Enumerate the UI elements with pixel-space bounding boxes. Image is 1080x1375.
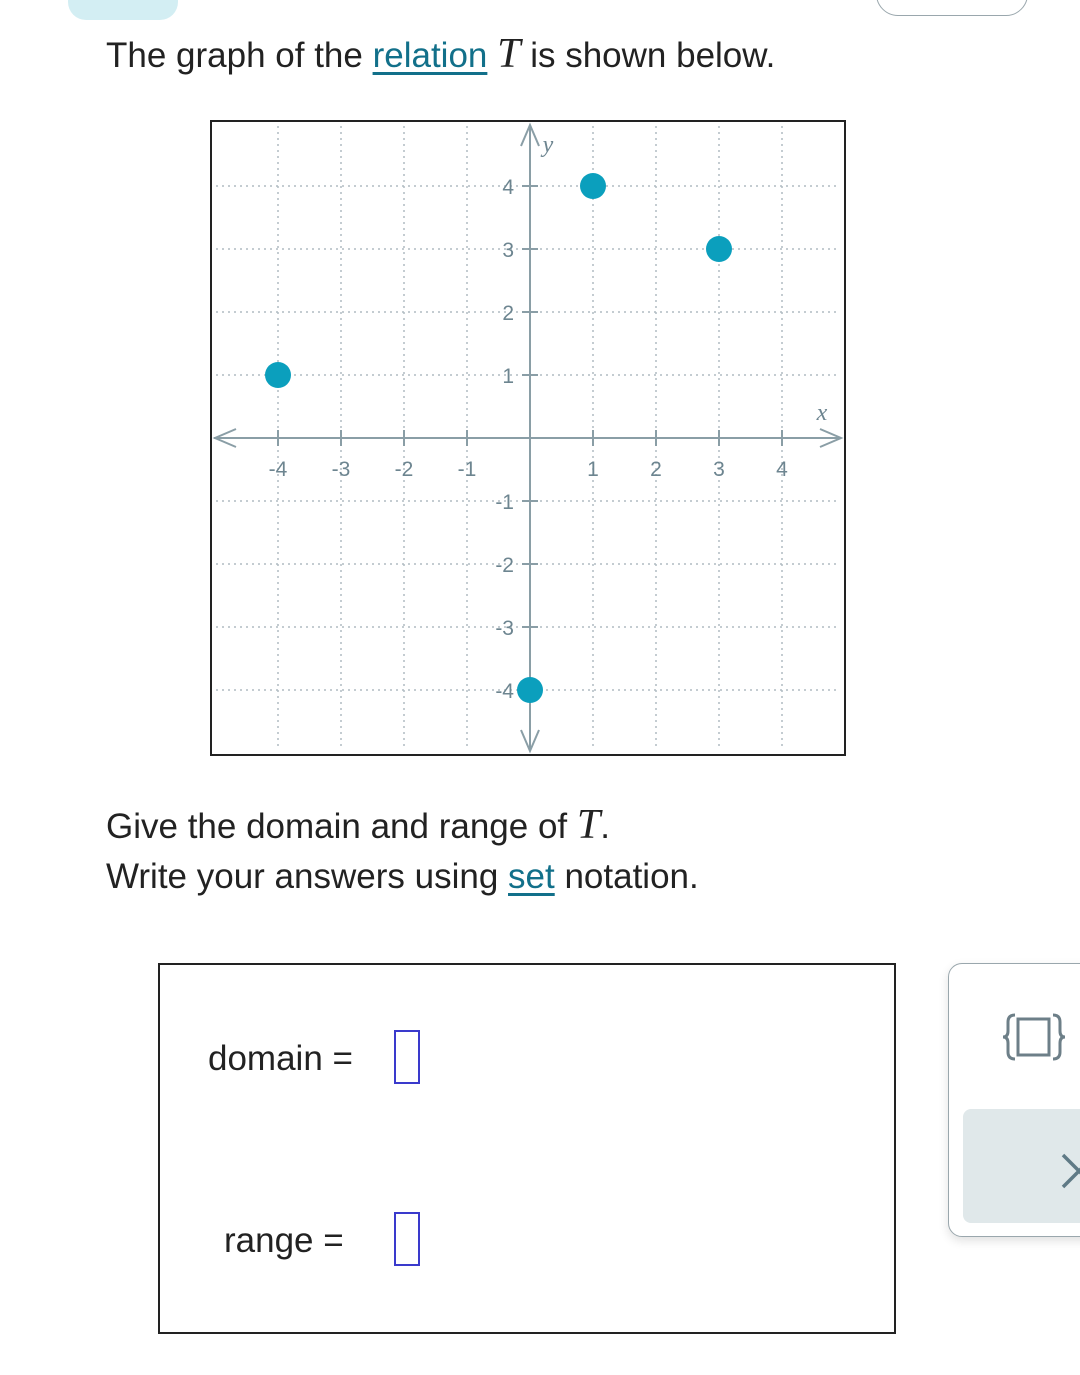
y-tick-label: 3 <box>502 239 514 262</box>
y-tick-label: -4 <box>495 680 514 703</box>
data-point <box>517 677 543 703</box>
domain-input[interactable] <box>394 1030 420 1084</box>
x-tick-label: 3 <box>713 458 725 481</box>
y-tick-label: -2 <box>495 554 514 577</box>
y-tick-label: -3 <box>495 617 514 640</box>
instruction-line-2 <box>106 852 699 902</box>
question-text <box>106 30 775 80</box>
relation-variable: T <box>497 31 521 77</box>
x-tick-label: -3 <box>331 458 351 481</box>
answer-box <box>158 963 896 1334</box>
set-link[interactable]: set <box>508 857 555 896</box>
x-tick-label: 2 <box>650 458 662 481</box>
x-tick-label: -2 <box>394 458 414 481</box>
question-intro: The graph of the <box>106 36 363 75</box>
y-axis-label: y <box>542 132 554 158</box>
y-tick-label: -1 <box>495 491 514 514</box>
y-tick-label: 2 <box>502 302 514 325</box>
x-tick-label: -1 <box>457 458 477 481</box>
instruction-line-2-text: Write your answers using <box>106 857 499 896</box>
clear-button[interactable] <box>963 1109 1080 1223</box>
range-input[interactable] <box>394 1212 420 1266</box>
data-point <box>265 362 291 388</box>
instruction-line-1-text: Give the domain and range of <box>106 807 568 846</box>
graph <box>210 120 846 756</box>
data-point <box>706 236 732 262</box>
instruction-period: . <box>600 807 610 846</box>
y-tick-label: 1 <box>502 365 514 388</box>
x-tick-label: 1 <box>587 458 599 481</box>
top-tab[interactable] <box>68 0 178 20</box>
y-tick-label: 4 <box>502 176 514 199</box>
set-braces-icon[interactable] <box>1001 1009 1067 1065</box>
data-point <box>580 173 606 199</box>
x-tick-label: 4 <box>776 458 788 481</box>
math-toolbar <box>948 963 1080 1237</box>
coordinate-plane <box>212 122 844 754</box>
relation-link[interactable]: relation <box>372 36 488 75</box>
top-right-button[interactable] <box>876 0 1028 16</box>
question-intro-end: is shown below. <box>530 36 776 75</box>
domain-label: domain = <box>208 1039 353 1078</box>
instruction-variable: T <box>576 802 601 848</box>
range-label: range = <box>224 1221 344 1260</box>
x-axis-label: x <box>816 400 828 426</box>
instruction-line-2-end: notation. <box>564 857 699 896</box>
instructions <box>106 800 699 902</box>
instruction-line-1 <box>106 800 699 852</box>
x-tick-label: -4 <box>268 458 288 481</box>
close-icon <box>1059 1151 1080 1191</box>
